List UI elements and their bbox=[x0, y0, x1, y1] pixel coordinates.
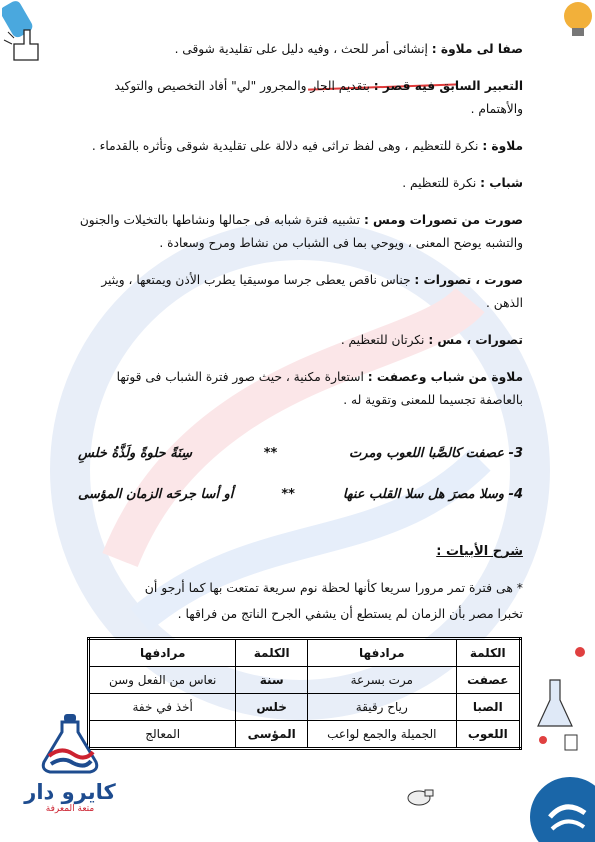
table-row bbox=[89, 721, 521, 749]
poem-verses bbox=[78, 442, 523, 506]
vocabulary-table bbox=[87, 637, 522, 750]
verse-3 bbox=[78, 442, 523, 465]
verse-4 bbox=[78, 483, 523, 506]
section-title: شرح الأبيات : bbox=[436, 544, 523, 559]
para-text: إنشائى أمر للحث ، وفيه دليل على تقليدية شوقى . bbox=[174, 42, 432, 56]
table-cell: رياح رقيقة bbox=[308, 694, 457, 721]
term: شباب : bbox=[480, 176, 523, 190]
para-text: نكرة للتعظيم ، وهى لفظ تراثى فيه دلالة على تقليدية شوقى وتأثره بالقدماء . bbox=[91, 139, 483, 153]
term: تصورات ، مس : bbox=[428, 333, 523, 347]
table-cell: الصبا bbox=[456, 694, 520, 721]
table-cell: عصفت bbox=[456, 667, 520, 694]
table-cell: الجميلة والجمع لواعب bbox=[308, 721, 457, 749]
table-header: مرادفها bbox=[89, 639, 236, 667]
term: ملاوة : bbox=[482, 139, 523, 153]
para-text: نكرة للتعظيم . bbox=[402, 176, 481, 190]
table-row bbox=[89, 667, 521, 694]
pointer-hand-icon bbox=[2, 0, 62, 70]
term: صورت من تصورات ومس : bbox=[363, 213, 523, 227]
table-header: الكلمة bbox=[456, 639, 520, 667]
table-row bbox=[89, 694, 521, 721]
para-4 bbox=[78, 172, 523, 195]
para-1 bbox=[78, 38, 523, 61]
brand-logo bbox=[20, 712, 120, 814]
table-cell: خلس bbox=[236, 694, 308, 721]
term: صفا لى ملاوة : bbox=[431, 42, 523, 56]
flask-logo-icon bbox=[35, 712, 105, 774]
table-cell: اللعوب bbox=[456, 721, 520, 749]
table-cell: سنة bbox=[236, 667, 308, 694]
para-2 bbox=[78, 75, 523, 121]
table-cell: المؤسى bbox=[236, 721, 308, 749]
table-cell: أخذ في خفة bbox=[89, 694, 236, 721]
term: صورت ، تصورات : bbox=[414, 273, 523, 287]
verse-separator: ** bbox=[263, 446, 278, 461]
para-3 bbox=[78, 135, 523, 158]
lab-icons bbox=[535, 640, 595, 760]
para-text: بتقديم الجار والمجرور "لي" أفاد التخصيص والتوكيد والأهتمام . bbox=[114, 79, 523, 116]
verse-second-half: سِنَةً حلوةً ولَذَّةُ خلسِ bbox=[78, 446, 193, 461]
table-cell: نعاس من الفعل وسن bbox=[89, 667, 236, 694]
para-text: جناس ناقص يعطى جرسا موسيقيا يطرب الأذن ويمتعها ، ويثير الذهن . bbox=[101, 273, 523, 310]
verse-first-half: 4- وسلا مصرَ هل سلا القلب عنها bbox=[342, 487, 523, 502]
table-header: الكلمة bbox=[236, 639, 308, 667]
para-text: استعارة مكنية ، حيث صور فترة الشباب فى قوتها بالعاصفة تجسيما للمعنى وتقوية له . bbox=[116, 370, 523, 407]
para-5 bbox=[78, 209, 523, 255]
main-text bbox=[78, 38, 523, 627]
term: ملاوة من شباب وعصفت : bbox=[367, 370, 523, 384]
brand-name: كايرو دار bbox=[24, 780, 116, 804]
explanation-line-2: تخبرا مصر بأن الزمان لم يستطع أن يشفي الجرح الناتج من فراقها . bbox=[177, 606, 523, 621]
explanation-line-1: * هى فترة تمر مرورا سريعا كأنها لحظة نوم سريعة تمتعت بها كما أرجو أن bbox=[144, 580, 523, 595]
para-text: تشبيه فترة شبابه فى جمالها ونشاطها بالتخيلات والجنون والتشبه يوضح المعنى ، ويوحي بما فى الشباب من نشاط ومرح وسعادة . bbox=[79, 213, 523, 250]
para-text: نكرتان للتعظيم . bbox=[340, 333, 429, 347]
table-header-row bbox=[89, 639, 521, 667]
term: التعبير السابق فيه قصر : bbox=[373, 79, 523, 93]
table-header: مرادفها bbox=[308, 639, 457, 667]
verse-second-half: أو أسا جرحَه الزمان المؤسى bbox=[78, 487, 234, 502]
table-cell: مرت بسرعة bbox=[308, 667, 457, 694]
verse-separator: ** bbox=[281, 487, 295, 502]
corner-logo-circle bbox=[520, 765, 595, 842]
para-8 bbox=[78, 366, 523, 412]
para-7 bbox=[78, 329, 523, 352]
brand-tagline: متعة المعرفة bbox=[45, 804, 95, 814]
whistle-icon bbox=[405, 786, 435, 808]
verse-first-half: 3- عصفت كالصَّبا اللعوب ومرت bbox=[349, 446, 523, 461]
table-cell: المعالج bbox=[89, 721, 236, 749]
para-6 bbox=[78, 269, 523, 315]
bulb-icon bbox=[550, 0, 595, 50]
